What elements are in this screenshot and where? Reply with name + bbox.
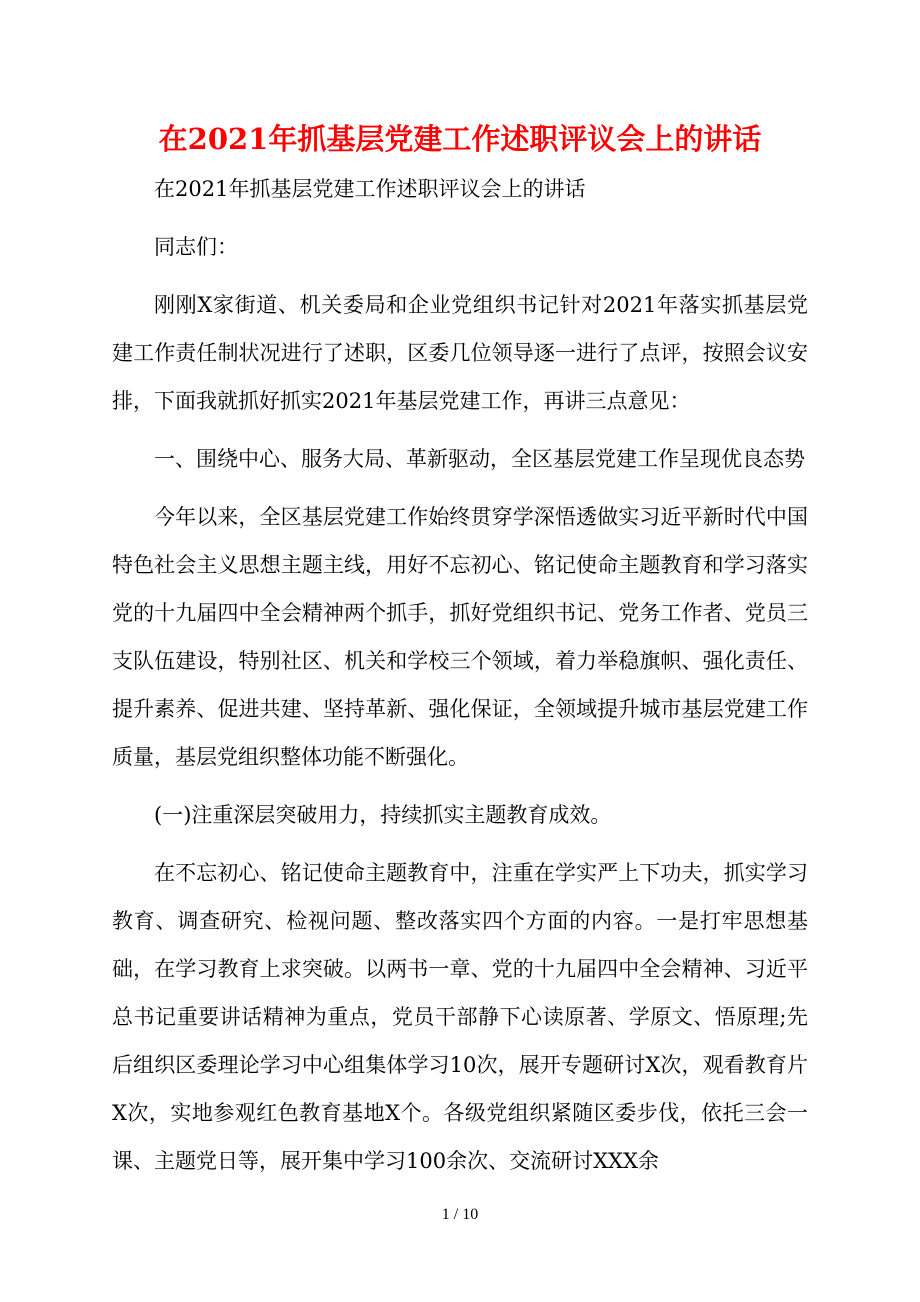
paragraph-section-1-overview: 今年以来，全区基层党建工作始终贯穿学深悟透做实习近平新时代中国特色社会主义思想主题主线，用好不忘初心、铭记使命主题教育和学习落实党的十九届四中全会精神两个抓手，抓好党组织书记、党务工作者、党员三支队伍建设，特别社区、机关和学校三个领域，着力举稳旗帜、强化责任、提升素养、促进共建、坚持革新、强化保证，全领域提升城市基层党建工作质量，基层党组织整体功能不断强化。 [112, 505, 808, 769]
subsection-heading-1: (一)注重深层突破用力，持续抓实主题教育成效。 [154, 803, 612, 827]
page-number: 1 / 10 [441, 1206, 479, 1223]
document-body [112, 165, 808, 1185]
document-title: 在2021年抓基层党建工作述职评议会上的讲话 [158, 122, 762, 156]
paragraph-subsection-1-body: 在不忘初心、铭记使命主题教育中，注重在学实严上下功夫，抓实学习教育、调查研究、检视问题、整改落实四个方面的内容。一是打牢思想基础，在学习教育上求突破。以两书一章、党的十九届四中全会精神、习近平总书记重要讲话精神为重点，党员干部静下心读原著、学原文、悟原理;先后组织区委理论学习中心组集体学习10次，展开专题研讨X次，观看教育片X次，实地参观红色教育基地X个。各级党组织紧随区委步伐，依托三会一课、主题党日等，展开集中学习100余次、交流研讨XXX余 [112, 861, 808, 1173]
section-heading-1: 一、围绕中心、服务大局、革新驱动，全区基层党建工作呈现优良态势 [154, 447, 805, 471]
paragraph-intro: 刚刚X家街道、机关委局和企业党组织书记针对2021年落实抓基层党建工作责任制状况进行了述职，区委几位领导逐一进行了点评，按照会议安排，下面我就抓好抓实2021年基层党建工作，再讲三点意见： [112, 293, 808, 413]
paragraph-salutation: 同志们： [154, 235, 238, 259]
paragraph-subtitle: 在2021年抓基层党建工作述职评议会上的讲话 [154, 177, 586, 201]
